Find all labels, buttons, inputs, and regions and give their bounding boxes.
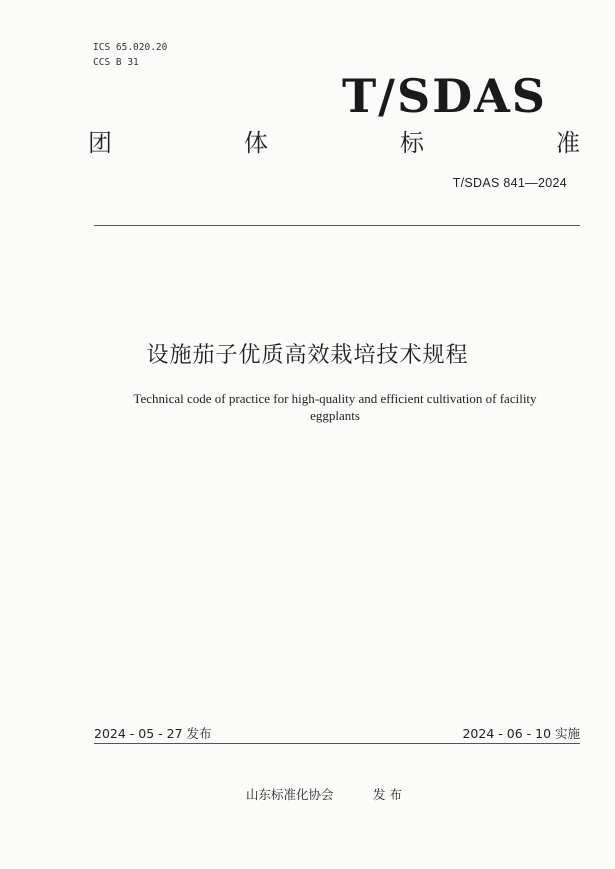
bottom-divider [94,743,580,744]
publish-action: 发布 [373,787,407,802]
english-title-line: eggplants [310,408,360,423]
standard-type-heading [88,128,580,158]
standard-type-char: 团 [88,129,112,157]
ics-code: ICS 65.020.20 [93,42,168,53]
standard-brand-mark: T/SDAS [341,69,547,123]
implementation-date: 2024 - 06 - 10 实施 [462,726,580,741]
publisher-organization: 山东标准化协会 [246,787,334,802]
top-divider [94,225,580,226]
classification-codes [93,40,167,70]
ccs-code: CCS B 31 [93,57,139,68]
english-title-line: Technical code of practice for high-quality and efficient cultivation of facility [133,391,537,406]
date-row [94,724,580,742]
standard-type-char: 准 [556,129,580,157]
english-title [100,390,570,424]
standard-type-char: 标 [400,129,424,157]
chinese-title: 设施茄子优质高效栽培技术规程 [146,343,469,368]
standard-type-char: 体 [244,129,268,157]
standard-number: T/SDAS 841—2024 [452,176,567,190]
publish-date: 2024 - 05 - 27 发布 [94,726,212,741]
